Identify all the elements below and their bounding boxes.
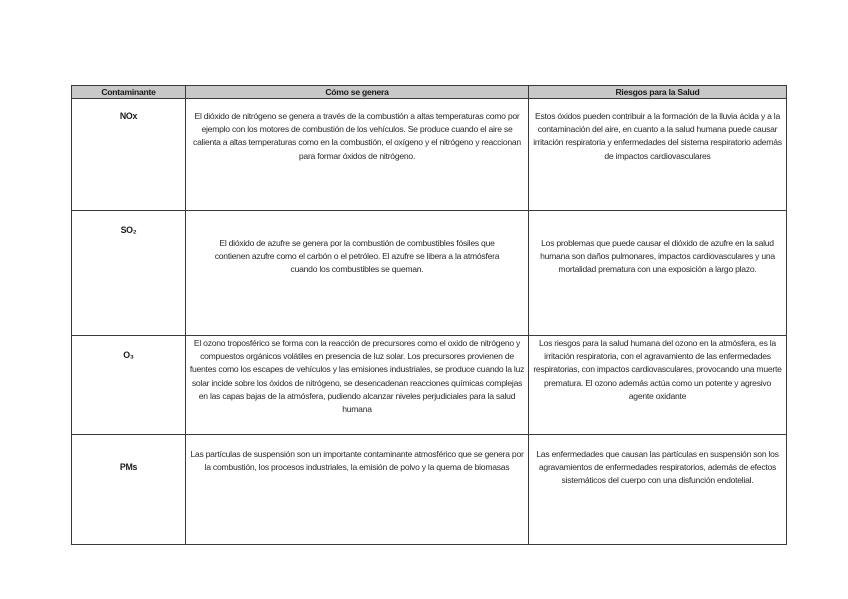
table-row xyxy=(72,211,787,336)
how-generated-text: El ozono troposférico se forma con la reacción de precursores como el oxido de nitrógeno y compuestos orgánicos volátiles en presencia de luz solar. Los precursores provienen de fuentes como los escapes de vehículos y las emisiones industriales, se produce cuando la luz solar incide sobre los óxidos de nitrógeno, se desencadenan reacciones químicas complejas en las capas bajas de la atmósfera, pudiendo alcanzar niveles perjudiciales para la salud humana xyxy=(186,336,529,435)
how-generated-text: El dióxido de azufre se genera por la combustión de combustibles fósiles que contienen azufre como el carbón o el petróleo. El azufre se libera a la atmósfera cuando los combustibles se queman. xyxy=(186,211,529,336)
header-how-generated: Cómo se genera xyxy=(186,86,529,99)
table-row xyxy=(72,336,787,435)
health-risks-text: Estos óxidos pueden contribuir a la formación de la lluvia ácida y a la contaminación del aire, en cuanto a la salud humana puede causar irritación respiratoria y enfermedades del sistema respiratorio además de impactos cardiovasculares xyxy=(529,99,787,211)
how-generated-text: Las partículas de suspensión son un importante contaminante atmosférico que se genera por la combustión, los procesos industriales, la emisión de polvo y la quema de biomasas xyxy=(186,435,529,545)
pollutant-name: SO₂ xyxy=(72,211,186,336)
header-health-risks: Riesgos para la Salud xyxy=(529,86,787,99)
pollutant-name: PMs xyxy=(72,435,186,545)
pollutants-table xyxy=(71,85,787,545)
health-risks-text: Los problemas que puede causar el dióxido de azufre en la salud humana son daños pulmonares, impactos cardiovasculares y una mortalidad prematura con una exposición a largo plazo. xyxy=(529,211,787,336)
health-risks-text: Los riesgos para la salud humana del ozono en la atmósfera, es la irritación respiratoria, con el agravamiento de las enfermedades respiratorias, con impactos cardiovasculares, provocando una muerte prematura. El ozono además actúa como un potente y agresivo agente oxidante xyxy=(529,336,787,435)
header-pollutant: Contaminante xyxy=(72,86,186,99)
pollutant-name: NOx xyxy=(72,99,186,211)
how-generated-text: El dióxido de nitrógeno se genera a través de la combustión a altas temperaturas como por ejemplo con los motores de combustión de los vehículos. Se produce cuando el aire se calienta a altas temperaturas como en la combustión, el oxígeno y el nitrógeno y reaccionan para formar óxidos de nitrógeno. xyxy=(186,99,529,211)
table-row xyxy=(72,99,787,211)
table-row xyxy=(72,435,787,545)
table-header-row xyxy=(72,86,787,99)
health-risks-text: Las enfermedades que causan las partículas en suspensión son los agravamientos de enfermedades respiratorios, además de efectos sistemáticos del cuerpo con una disfunción endotelial. xyxy=(529,435,787,545)
pollutant-name: O₃ xyxy=(72,336,186,435)
